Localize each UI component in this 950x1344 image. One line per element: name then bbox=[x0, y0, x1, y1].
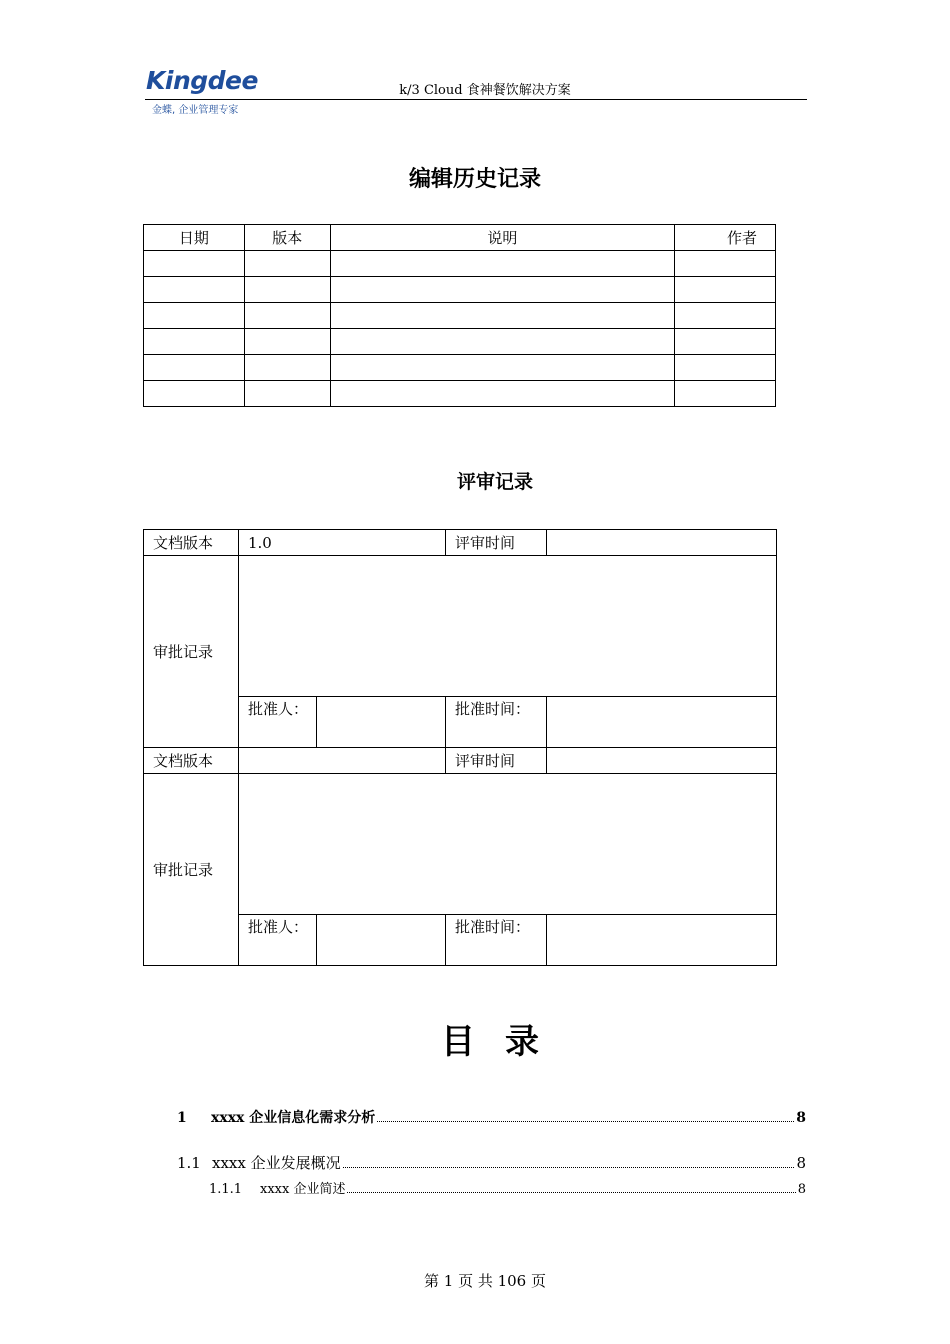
version-value: 1.0 bbox=[239, 530, 446, 556]
logo-tagline: 金蝶, 企业管理专家 bbox=[152, 105, 239, 116]
version-label: 文档版本 bbox=[144, 530, 239, 556]
toc-entry-page: 8 bbox=[796, 1154, 806, 1172]
toc-leader-dots bbox=[377, 1121, 794, 1122]
toc-entry-page: 8 bbox=[796, 1110, 806, 1126]
approval-record-label: 审批记录 bbox=[144, 774, 239, 966]
table-cell bbox=[244, 303, 330, 329]
table-cell bbox=[144, 381, 245, 407]
column-header-description: 说明 bbox=[330, 225, 674, 251]
document-header-title: k/3 Cloud 食神餐饮解决方案 bbox=[399, 83, 571, 98]
approver-value bbox=[317, 697, 446, 748]
approve-time-value bbox=[547, 697, 777, 748]
table-cell bbox=[244, 251, 330, 277]
table-cell bbox=[244, 355, 330, 381]
version-label: 文档版本 bbox=[144, 748, 239, 774]
table-cell bbox=[144, 277, 245, 303]
table-cell bbox=[244, 381, 330, 407]
toc-entry-text: xxxx 企业信息化需求分析 bbox=[211, 1110, 376, 1126]
header-divider bbox=[145, 99, 807, 100]
review-version-row bbox=[144, 530, 777, 556]
toc-entry-1-1-1[interactable] bbox=[209, 1178, 806, 1197]
table-cell bbox=[244, 277, 330, 303]
table-cell bbox=[675, 303, 776, 329]
table-cell bbox=[675, 381, 776, 407]
table-cell bbox=[330, 355, 674, 381]
column-header-version: 版本 bbox=[244, 225, 330, 251]
table-cell bbox=[244, 329, 330, 355]
toc-entry-number: 1 bbox=[177, 1110, 187, 1126]
table-cell bbox=[330, 303, 674, 329]
approval-record-content bbox=[239, 774, 777, 915]
table-header-row bbox=[144, 225, 776, 251]
review-record-title: 评审记录 bbox=[456, 471, 533, 493]
toc-entry-number: 1.1.1 bbox=[209, 1182, 243, 1197]
approver-row bbox=[144, 697, 777, 748]
table-cell bbox=[330, 381, 674, 407]
review-time-value bbox=[547, 748, 777, 774]
approval-record-row bbox=[144, 774, 777, 915]
table-row bbox=[144, 251, 776, 277]
toc-entry-text: xxxx 企业发展概况 bbox=[212, 1154, 341, 1172]
approve-time-value bbox=[547, 915, 777, 966]
approver-value bbox=[317, 915, 446, 966]
table-cell bbox=[675, 277, 776, 303]
review-version-row bbox=[144, 748, 777, 774]
column-header-author: 作者 bbox=[675, 225, 776, 251]
approval-record-content bbox=[239, 556, 777, 697]
table-cell bbox=[144, 329, 245, 355]
table-cell bbox=[675, 355, 776, 381]
toc-entry-page: 8 bbox=[797, 1182, 806, 1197]
review-time-label: 评审时间 bbox=[446, 530, 547, 556]
approve-time-label: 批准时间： bbox=[446, 915, 547, 966]
table-cell bbox=[330, 277, 674, 303]
version-value bbox=[239, 748, 446, 774]
review-time-label: 评审时间 bbox=[446, 748, 547, 774]
table-cell bbox=[144, 303, 245, 329]
toc-leader-dots bbox=[347, 1192, 795, 1193]
toc-leader-dots bbox=[343, 1167, 795, 1168]
approver-row bbox=[144, 915, 777, 966]
toc-entry-1[interactable] bbox=[177, 1107, 806, 1127]
toc-entry-number: 1.1 bbox=[177, 1154, 201, 1172]
approve-time-label: 批准时间： bbox=[446, 697, 547, 748]
table-cell bbox=[144, 355, 245, 381]
review-time-value bbox=[547, 530, 777, 556]
approver-label: 批准人： bbox=[239, 697, 317, 748]
kingdee-logo: Kingdee bbox=[146, 66, 258, 95]
table-cell bbox=[675, 251, 776, 277]
approver-label: 批准人： bbox=[239, 915, 317, 966]
table-cell bbox=[144, 251, 245, 277]
table-row bbox=[144, 329, 776, 355]
table-row bbox=[144, 277, 776, 303]
edit-history-table bbox=[143, 224, 776, 407]
toc-entry-text: xxxx 企业简述 bbox=[260, 1182, 346, 1197]
table-row bbox=[144, 381, 776, 407]
approval-record-row bbox=[144, 556, 777, 697]
table-cell bbox=[330, 329, 674, 355]
page-number-footer: 第 1 页 共 106 页 bbox=[423, 1272, 546, 1290]
table-row bbox=[144, 303, 776, 329]
approval-record-label: 审批记录 bbox=[144, 556, 239, 748]
edit-history-title: 编辑历史记录 bbox=[408, 166, 541, 192]
toc-title: 目录 bbox=[441, 1022, 569, 1062]
table-cell bbox=[330, 251, 674, 277]
column-header-date: 日期 bbox=[144, 225, 245, 251]
table-cell bbox=[675, 329, 776, 355]
review-record-table bbox=[143, 529, 777, 966]
table-row bbox=[144, 355, 776, 381]
toc-entry-1-1[interactable] bbox=[177, 1152, 806, 1173]
